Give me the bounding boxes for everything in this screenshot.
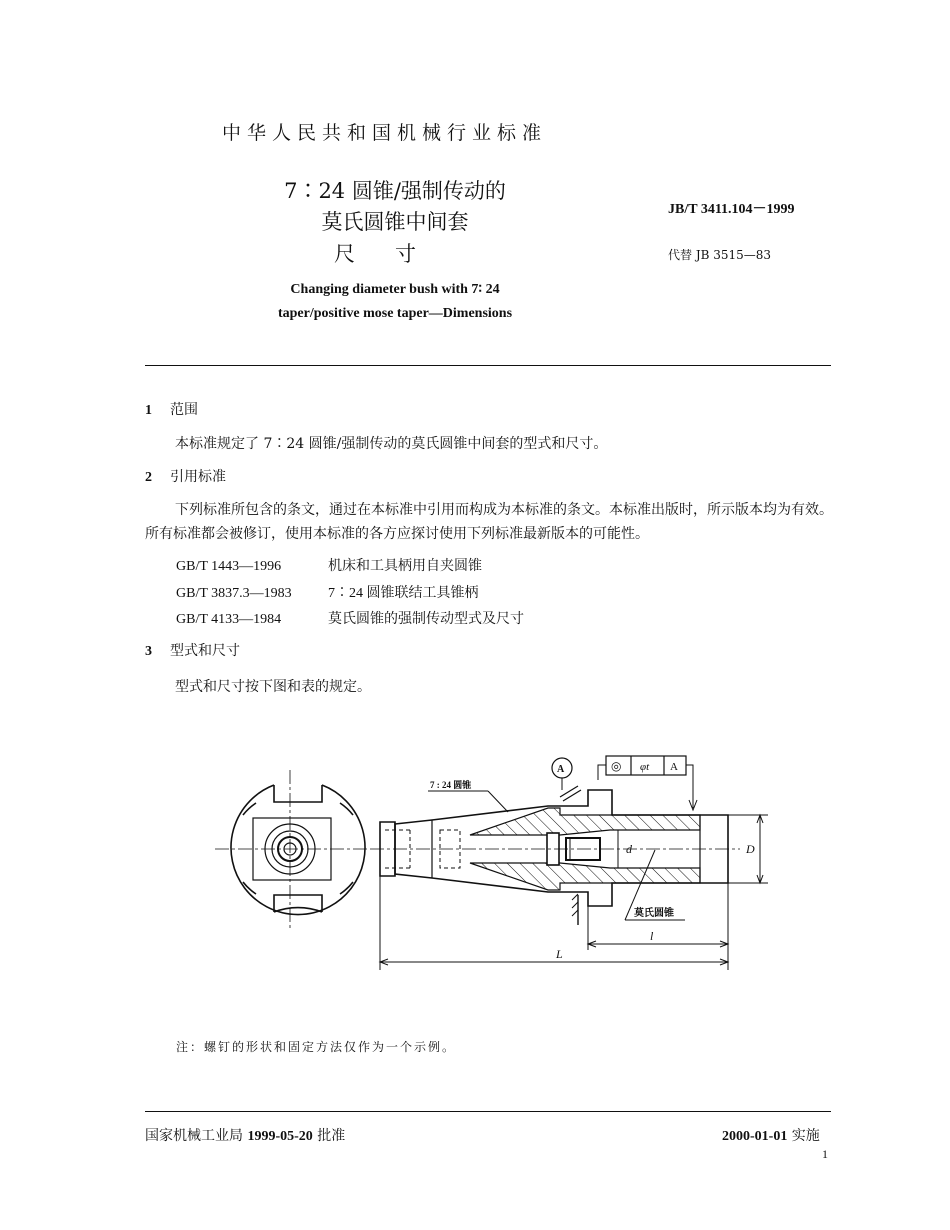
- reference-code: GB/T 3837.3—1983: [176, 586, 292, 601]
- issuer: 国家机械工业局: [145, 1128, 243, 1144]
- section-3-title: 型式和尺寸: [170, 643, 240, 659]
- dim-D-label: D: [746, 842, 755, 856]
- implementation-date: 2000-01-01: [722, 1129, 788, 1144]
- issuing-authority: 中华人民共和国机械行业标准: [222, 122, 548, 144]
- figure-note: 注：螺钉的形状和固定方法仅作为一个示例。: [176, 1040, 457, 1054]
- dim-l-label: l: [650, 929, 654, 943]
- section-3-number: 3: [145, 644, 152, 659]
- section-2-text: 下列标准所包含的条文，通过在本标准中引用而构成为本标准的条文。本标准出版时，所示版本均为有效。所有标准都会被修订，使用本标准的各方应探讨使用下列标准最新版本的可能性。: [145, 502, 833, 542]
- replaces-standard: 代替 JB 3515—83: [668, 248, 772, 262]
- approve-word: 批准: [317, 1128, 346, 1144]
- dim-d-label: d: [626, 842, 632, 856]
- title-line-2: 莫氏圆锥中间套: [321, 210, 469, 234]
- dim-L-label: L: [556, 947, 563, 961]
- morse-taper-label: 莫氏圆锥: [634, 908, 674, 919]
- footer-divider: [145, 1111, 831, 1112]
- section-view: [370, 786, 740, 925]
- coaxiality-icon: ◎: [611, 759, 622, 773]
- section-2-number: 2: [145, 470, 152, 485]
- reference-name: 7∶24 圆锥联结工具锥柄: [328, 586, 479, 601]
- title-line-1: 7∶24 圆锥/强制传动的: [284, 179, 506, 203]
- section-1-number: 1: [145, 403, 152, 418]
- implementation-word: 实施: [791, 1128, 820, 1144]
- tolerance-datum: A: [670, 761, 678, 773]
- reference-name: 机床和工具柄用自夹圆锥: [328, 559, 482, 574]
- section-3-text: 型式和尺寸按下图和表的规定。: [175, 679, 371, 695]
- reference-name: 莫氏圆锥的强制传动型式及尺寸: [328, 612, 524, 627]
- implementation-line: [722, 1125, 820, 1145]
- datum-label: A: [557, 764, 565, 775]
- approval-line: [145, 1125, 345, 1145]
- standard-code: JB/T 3411.104－1999: [668, 202, 795, 217]
- taper-label: 7 : 24 圆锥: [430, 780, 472, 790]
- english-title-line-2: taper/positive mose taper—Dimensions: [277, 306, 513, 321]
- section-2-title: 引用标准: [170, 469, 226, 485]
- end-view: [215, 770, 370, 930]
- section-1-title: 范围: [170, 402, 198, 418]
- section-1-text: 本标准规定了 7∶24 圆锥/强制传动的莫氏圆锥中间套的型式和尺寸。: [175, 436, 608, 452]
- title-line-3: 尺寸: [334, 242, 456, 266]
- approve-date: 1999-05-20: [247, 1129, 313, 1144]
- reference-code: GB/T 1443—1996: [176, 559, 282, 574]
- tolerance-value: φt: [640, 761, 650, 773]
- english-title-line-1: Changing diameter bush with 7∶ 24: [290, 282, 500, 297]
- reference-code: GB/T 4133—1984: [176, 612, 282, 627]
- page-number: 1: [822, 1147, 828, 1161]
